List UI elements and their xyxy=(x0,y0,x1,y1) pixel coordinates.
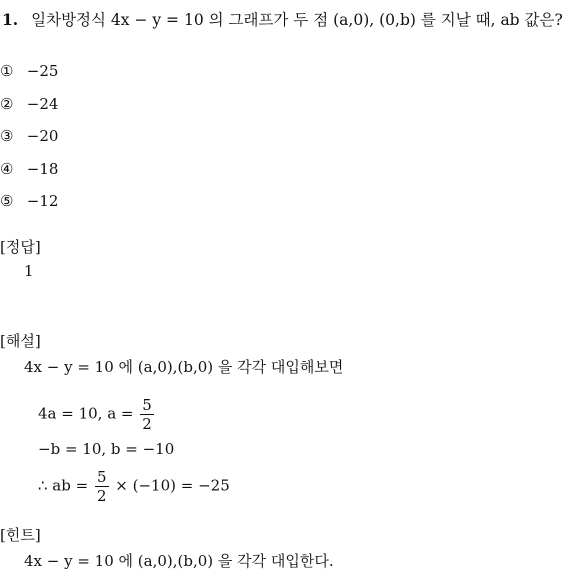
explanation-intro: 4x − y = 10 에 (a,0),(b,0) 을 각각 대입해보면 xyxy=(24,358,344,376)
choice-value: −20 xyxy=(26,127,59,145)
question-text: 일차방정식 4x − y = 10 의 그래프가 두 점 (a,0), (0,b) 를 지날 때, ab 값은? xyxy=(31,11,563,29)
fraction-denominator: 2 xyxy=(142,415,152,433)
choice-1[interactable] xyxy=(0,62,58,80)
fraction-numerator: 5 xyxy=(96,468,107,486)
choice-marker: ④ xyxy=(0,160,14,178)
choice-marker: ② xyxy=(0,95,14,113)
explanation-label: [해설] xyxy=(0,332,41,350)
answer-label: [정답] xyxy=(0,238,41,256)
choice-marker: ① xyxy=(0,62,14,80)
question-number: 1. xyxy=(2,10,19,29)
choice-5[interactable] xyxy=(0,192,58,210)
choice-marker: ⑤ xyxy=(0,192,14,210)
choice-value: −12 xyxy=(26,192,59,210)
solution-line-3-prefix: ∴ ab = xyxy=(38,476,93,495)
choice-value: −18 xyxy=(26,160,59,178)
choice-value: −24 xyxy=(26,95,59,113)
solution-line-1-text: 4a = 10, a = xyxy=(38,404,139,423)
solution-line-1 xyxy=(38,396,156,433)
hint-label: [힌트] xyxy=(0,526,41,544)
solution-line-2: −b = 10, b = −10 xyxy=(38,440,175,458)
fraction-denominator: 2 xyxy=(96,487,107,505)
choice-value: −25 xyxy=(26,62,59,80)
hint-text: 4x − y = 10 에 (a,0),(b,0) 을 각각 대입한다. xyxy=(24,552,334,570)
solution-line-3-suffix: × (−10) = −25 xyxy=(110,476,230,495)
fraction-numerator: 5 xyxy=(142,396,152,414)
question xyxy=(2,8,563,30)
choice-2[interactable] xyxy=(0,95,58,113)
solution-line-3 xyxy=(38,468,230,505)
choice-3[interactable] xyxy=(0,127,58,145)
answer-value: 1 xyxy=(24,262,34,280)
choice-4[interactable] xyxy=(0,160,58,178)
choice-marker: ③ xyxy=(0,127,14,145)
fraction xyxy=(95,468,109,505)
fraction xyxy=(140,396,154,433)
